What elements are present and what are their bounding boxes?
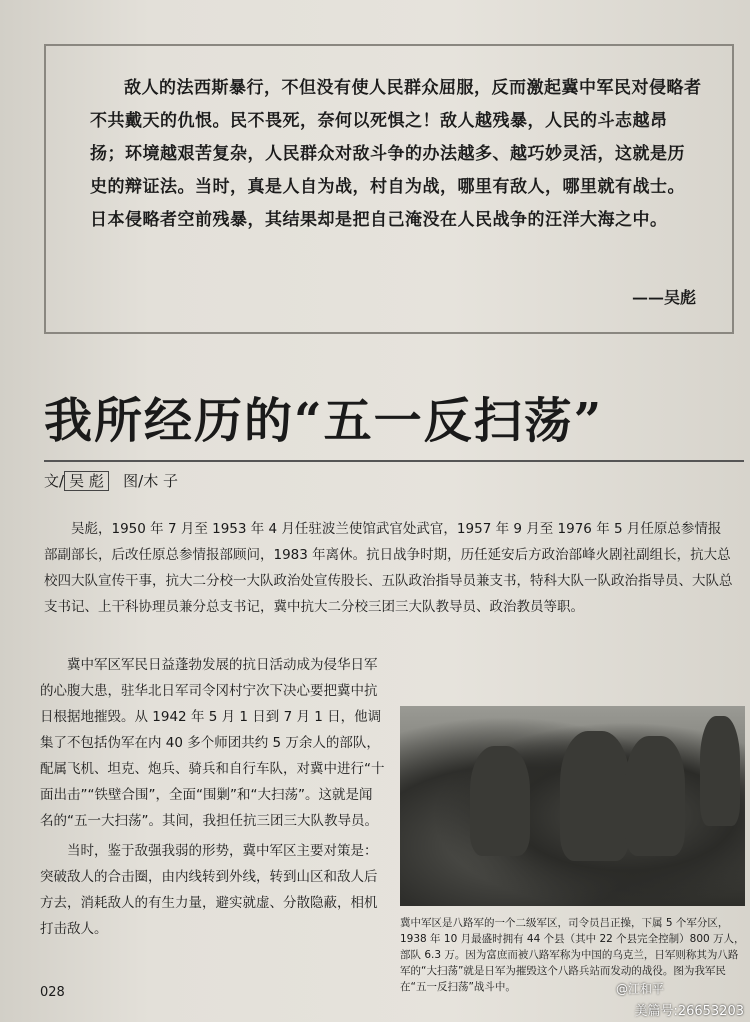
byline-text-label: 文/: [44, 472, 65, 490]
page-number: 028: [40, 985, 65, 1000]
body-paragraph-1: 冀中军区军民日益蓬勃发展的抗日活动成为侵华日军的心腹大患，驻华北日军司令冈村宁次下决心要把冀中抗日根据地摧毁。从 1942 年 5 月 1 日到 7 月 1 日，他调集了不包括伪军在内 40 多个师团共约 5 万余人的部队，配属飞机、坦克、炮兵、骑兵和自行车队，对冀中进行“十面出击”“铁壁合围”，全面“围剿”和“大扫荡”。这就是闻名的“五一大扫荡”。其间，我担任抗三团三大队教导员。: [40, 657, 385, 829]
quote-box: [44, 44, 734, 334]
article-title: 我所经历的“五一反扫荡”: [44, 393, 604, 449]
watermark-id: 美篇号:26653203: [634, 1004, 744, 1019]
byline-author: 吴 彪: [64, 471, 109, 491]
body-paragraph-2: 当时，鉴于敌强我弱的形势，冀中军区主要对策是：突破敌人的合击圈，由内线转到外线，转到山区和敌人后方去，消耗敌人的有生力量，避实就虚、分散隐蔽，相机打击敌人。: [40, 843, 378, 937]
watermark-handle: @江和平: [616, 982, 665, 996]
quote-author: ——吴彪: [631, 288, 696, 307]
historical-photo: [400, 706, 745, 906]
title-divider: [44, 460, 744, 462]
photo-figure-soldier: [470, 746, 530, 856]
photo-caption: 冀中军区是八路军的一个二级军区，司令员吕正操，下属 5 个军分区，1938 年 10 月最盛时拥有 44 个县（其中 22 个县完全控制）800 万人，部队 6.3 万。因为富庶而被八路军称为中国的乌克兰，日军则称其为八路军的“大扫荡”就是日军为摧毁这个八路兵站而发动的战役。图为我军民在“五一反扫荡”战斗中。: [400, 917, 745, 993]
byline-image-credit: 图/木 子: [123, 472, 178, 490]
photo-figure-soldier: [560, 731, 630, 861]
photo-figure-soldier: [700, 716, 740, 826]
byline: [44, 470, 178, 491]
quote-text: 敌人的法西斯暴行，不但没有使人民群众屈服，反而激起冀中军民对侵略者不共戴天的仇恨。民不畏死，奈何以死惧之！敌人越残暴，人民的斗志越昂扬；环境越艰苦复杂，人民群众对敌斗争的办法越多、越巧妙灵活，这就是历史的辩证法。当时，真是人自为战，村自为战，哪里有敌人，哪里就有战士。日本侵略者空前残暴，其结果却是把自己淹没在人民战争的汪洋大海之中。: [90, 78, 702, 230]
article-body: [40, 652, 385, 946]
author-bio: 吴彪，1950 年 7 月至 1953 年 4 月任驻波兰使馆武官处武官，1957 年 9 月至 1976 年 5 月任原总参情报部副部长，后改任原总参情报部顾问，1983 年离休。抗日战争时期，历任延安后方政治部峰火剧社副组长，抗大总校四大队宣传干事，抗大二分校一大队政治处宣传股长、五队政治指导员兼支书，特科大队一队政治指导员、大队总支书记、上干科协理员兼分总支书记，冀中抗大二分校三团三大队教导员、政治教员等职。: [44, 521, 733, 615]
photo-figure-soldier: [625, 736, 685, 856]
